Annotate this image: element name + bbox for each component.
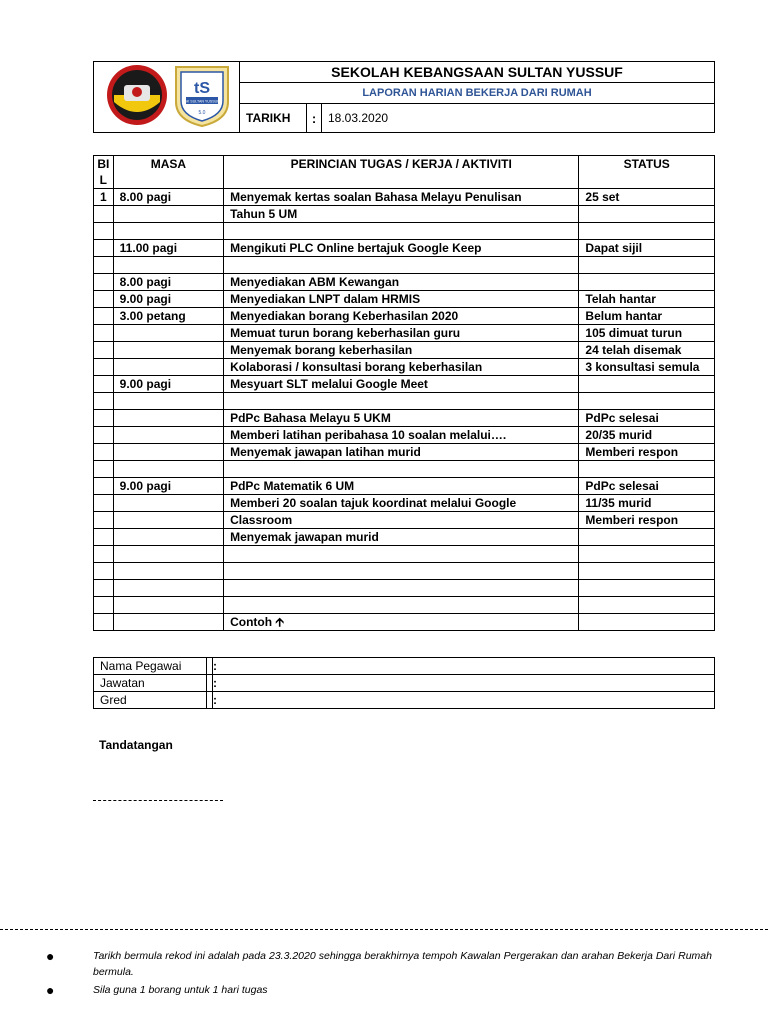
- cell-status: 25 set: [579, 189, 715, 206]
- cell-bil: [94, 206, 114, 223]
- cell-bil: [94, 376, 114, 393]
- cell-bil: [94, 597, 114, 614]
- cell-masa: [113, 529, 223, 546]
- cell-bil: [94, 240, 114, 257]
- cell-masa: [113, 206, 223, 223]
- cell-masa: [113, 495, 223, 512]
- note-item: ● Sila guna 1 borang untuk 1 hari tugas: [46, 982, 268, 998]
- cell-bil: [94, 223, 114, 240]
- cell-task: Contoh 🡩: [224, 614, 579, 631]
- info-colon: :: [207, 692, 213, 709]
- cell-status: [579, 546, 715, 563]
- cell-status: [579, 597, 715, 614]
- info-value-field[interactable]: [213, 675, 715, 692]
- cell-bil: [94, 291, 114, 308]
- officer-info-table: [93, 657, 715, 709]
- cell-masa: [113, 427, 223, 444]
- cell-bil: [94, 393, 114, 410]
- cell-status: [579, 461, 715, 478]
- table-row: [94, 325, 715, 342]
- cell-task: Menyemak kertas soalan Bahasa Melayu Penulisan: [224, 189, 579, 206]
- cell-task: Memberi 20 soalan tajuk koordinat melalui Google: [224, 495, 579, 512]
- cell-masa: [113, 257, 223, 274]
- date-value: 18.03.2020: [322, 104, 715, 133]
- header-table: [93, 61, 715, 133]
- cell-masa: [113, 580, 223, 597]
- cell-bil: 1: [94, 189, 114, 206]
- table-row: [94, 478, 715, 495]
- cell-masa: 3.00 petang: [113, 308, 223, 325]
- header-bil: BI L: [94, 156, 114, 189]
- svg-text:tS: tS: [194, 80, 210, 97]
- table-header-row: [94, 156, 715, 189]
- info-row: [94, 692, 715, 709]
- activity-table: [93, 155, 715, 631]
- cell-bil: [94, 495, 114, 512]
- table-row: [94, 308, 715, 325]
- info-row: [94, 658, 715, 675]
- school-crest-logo: [107, 65, 167, 125]
- cell-status: [579, 223, 715, 240]
- svg-text:SK SULTAN YUSSUF: SK SULTAN YUSSUF: [184, 99, 220, 104]
- cell-masa: [113, 325, 223, 342]
- cell-masa: 8.00 pagi: [113, 274, 223, 291]
- table-row: [94, 189, 715, 206]
- cell-masa: [113, 614, 223, 631]
- cell-bil: [94, 427, 114, 444]
- cell-bil: [94, 546, 114, 563]
- cell-task: Kolaborasi / konsultasi borang keberhasilan: [224, 359, 579, 376]
- signature-line: [93, 800, 223, 801]
- table-row: [94, 393, 715, 410]
- info-label: Gred: [94, 692, 207, 709]
- cell-bil: [94, 359, 114, 376]
- cell-status: Telah hantar: [579, 291, 715, 308]
- cell-status: Belum hantar: [579, 308, 715, 325]
- cell-bil: [94, 512, 114, 529]
- cell-masa: [113, 546, 223, 563]
- signature-label: Tandatangan: [99, 738, 173, 752]
- cell-status: 11/35 murid: [579, 495, 715, 512]
- cell-status: PdPc selesai: [579, 478, 715, 495]
- svg-text:5.0: 5.0: [198, 110, 206, 116]
- cell-status: 105 dimuat turun: [579, 325, 715, 342]
- table-row: [94, 495, 715, 512]
- cell-status: PdPc selesai: [579, 410, 715, 427]
- cell-task: Mesyuart SLT melalui Google Meet: [224, 376, 579, 393]
- cell-task: Menyediakan ABM Kewangan: [224, 274, 579, 291]
- cell-bil: [94, 580, 114, 597]
- date-colon: :: [307, 104, 322, 133]
- cell-masa: [113, 410, 223, 427]
- cell-bil: [94, 410, 114, 427]
- cell-status: 3 konsultasi semula: [579, 359, 715, 376]
- info-label: Jawatan: [94, 675, 207, 692]
- cell-status: [579, 393, 715, 410]
- table-row: [94, 614, 715, 631]
- cell-status: [579, 274, 715, 291]
- cell-bil: [94, 444, 114, 461]
- cell-status: [579, 580, 715, 597]
- info-value-field[interactable]: [213, 692, 715, 709]
- info-colon: :: [207, 675, 213, 692]
- cell-task: [224, 597, 579, 614]
- cell-task: [224, 580, 579, 597]
- cell-status: [579, 614, 715, 631]
- table-row: [94, 410, 715, 427]
- cell-bil: [94, 325, 114, 342]
- cell-status: 20/35 murid: [579, 427, 715, 444]
- table-row: [94, 444, 715, 461]
- cell-task: [224, 461, 579, 478]
- notes-list: [46, 948, 712, 1000]
- cell-task: [224, 393, 579, 410]
- cell-masa: 9.00 pagi: [113, 376, 223, 393]
- note-item: ● Tarikh bermula rekod ini adalah pada 23.3.2020 sehingga berakhirnya tempoh Kawalan Pergerakan dan arahan Bekerja Dari Rumah bermula.: [46, 948, 712, 978]
- logos-cell: [94, 62, 240, 133]
- cell-status: [579, 529, 715, 546]
- table-row: [94, 359, 715, 376]
- cell-task: PdPc Matematik 6 UM: [224, 478, 579, 495]
- cell-status: [579, 563, 715, 580]
- header-masa: MASA: [113, 156, 223, 189]
- cell-task: Menyediakan borang Keberhasilan 2020: [224, 308, 579, 325]
- cell-bil: [94, 342, 114, 359]
- cell-bil: [94, 308, 114, 325]
- table-row: [94, 223, 715, 240]
- cell-masa: [113, 563, 223, 580]
- cell-status: [579, 206, 715, 223]
- bullet-icon: ●: [46, 948, 55, 964]
- cell-masa: [113, 512, 223, 529]
- cell-status: Memberi respon: [579, 512, 715, 529]
- table-row: [94, 240, 715, 257]
- cell-masa: [113, 461, 223, 478]
- table-row: [94, 291, 715, 308]
- info-value-field[interactable]: [213, 658, 715, 675]
- table-row: [94, 512, 715, 529]
- table-row: [94, 376, 715, 393]
- table-row: [94, 257, 715, 274]
- cell-masa: 11.00 pagi: [113, 240, 223, 257]
- info-row: [94, 675, 715, 692]
- cell-task: Menyediakan LNPT dalam HRMIS: [224, 291, 579, 308]
- cell-task: Mengikuti PLC Online bertajuk Google Keep: [224, 240, 579, 257]
- cell-task: Menyemak borang keberhasilan: [224, 342, 579, 359]
- cell-masa: [113, 444, 223, 461]
- sk-sultan-yussuf-logo: [176, 67, 228, 126]
- header-task: PERINCIAN TUGAS / KERJA / AKTIVITI: [224, 156, 579, 189]
- cell-bil: [94, 461, 114, 478]
- table-row: [94, 427, 715, 444]
- school-name: SEKOLAH KEBANGSAAN SULTAN YUSSUF: [240, 62, 715, 83]
- cell-masa: [113, 359, 223, 376]
- cell-bil: [94, 478, 114, 495]
- cell-task: Memberi latihan peribahasa 10 soalan melalui….: [224, 427, 579, 444]
- info-label: Nama Pegawai: [94, 658, 207, 675]
- cell-masa: [113, 223, 223, 240]
- cell-task: Menyemak jawapan latihan murid: [224, 444, 579, 461]
- cell-status: 24 telah disemak: [579, 342, 715, 359]
- cell-status: Memberi respon: [579, 444, 715, 461]
- info-colon: :: [207, 658, 213, 675]
- cell-status: Dapat sijil: [579, 240, 715, 257]
- page-divider: [0, 929, 768, 930]
- cell-bil: [94, 274, 114, 291]
- report-title: LAPORAN HARIAN BEKERJA DARI RUMAH: [240, 83, 715, 104]
- cell-masa: [113, 342, 223, 359]
- table-row: [94, 274, 715, 291]
- cell-bil: [94, 529, 114, 546]
- cell-task: PdPc Bahasa Melayu 5 UKM: [224, 410, 579, 427]
- cell-masa: [113, 597, 223, 614]
- table-row: [94, 597, 715, 614]
- cell-bil: [94, 257, 114, 274]
- cell-task: Classroom: [224, 512, 579, 529]
- cell-masa: 8.00 pagi: [113, 189, 223, 206]
- cell-task: [224, 563, 579, 580]
- table-row: [94, 529, 715, 546]
- bullet-icon: ●: [46, 982, 55, 998]
- cell-task: [224, 223, 579, 240]
- cell-task: Tahun 5 UM: [224, 206, 579, 223]
- table-row: [94, 206, 715, 223]
- table-row: [94, 546, 715, 563]
- table-row: [94, 563, 715, 580]
- table-row: [94, 461, 715, 478]
- table-row: [94, 580, 715, 597]
- cell-masa: [113, 393, 223, 410]
- date-label: TARIKH: [240, 104, 307, 133]
- cell-task: [224, 257, 579, 274]
- cell-status: [579, 376, 715, 393]
- table-row: [94, 342, 715, 359]
- arrow-up-icon: 🡩: [275, 615, 285, 629]
- cell-task: Memuat turun borang keberhasilan guru: [224, 325, 579, 342]
- cell-masa: 9.00 pagi: [113, 291, 223, 308]
- school-logos: [94, 62, 239, 127]
- cell-bil: [94, 614, 114, 631]
- cell-task: [224, 546, 579, 563]
- cell-task: Menyemak jawapan murid: [224, 529, 579, 546]
- cell-bil: [94, 563, 114, 580]
- header-status: STATUS: [579, 156, 715, 189]
- cell-masa: 9.00 pagi: [113, 478, 223, 495]
- cell-status: [579, 257, 715, 274]
